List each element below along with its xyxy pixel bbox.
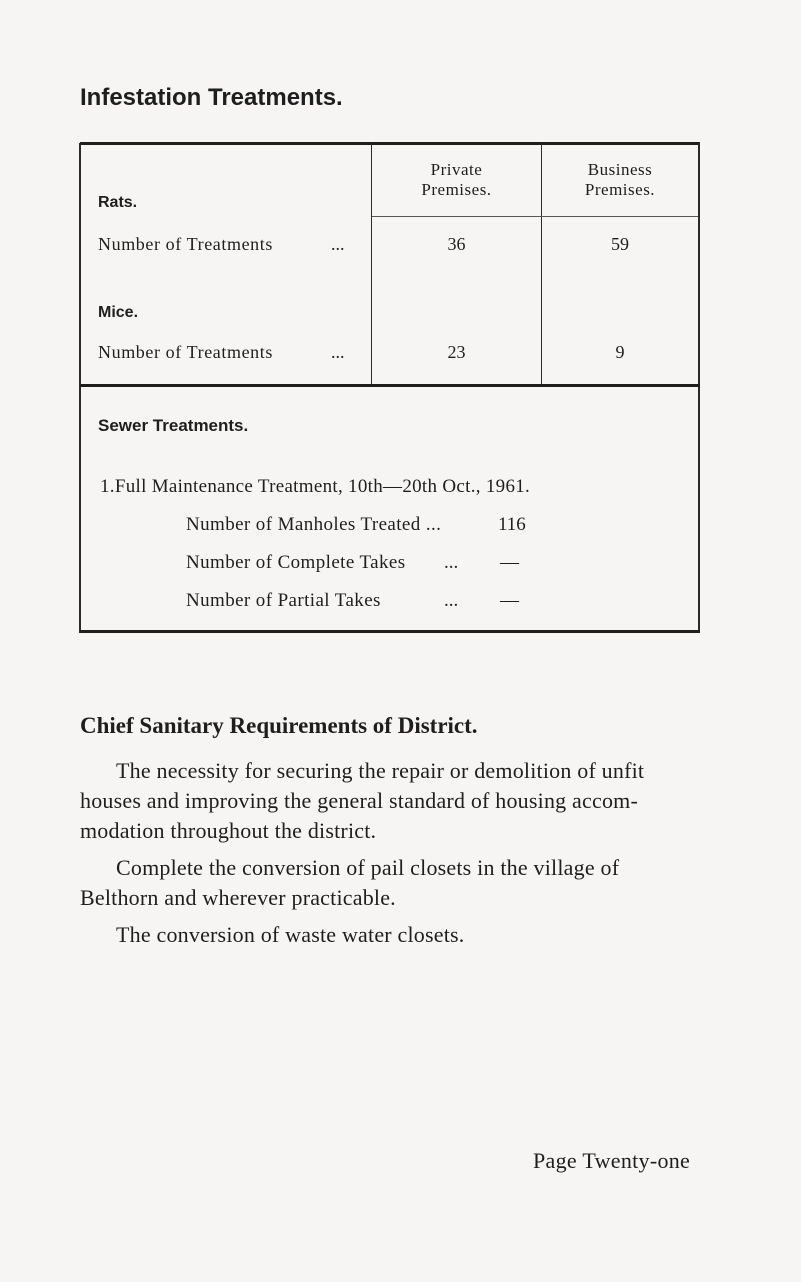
table-right-rule xyxy=(698,143,700,387)
rats-row-leader: ... xyxy=(331,234,345,254)
table-header-rule xyxy=(372,216,698,217)
table-bottom-rule xyxy=(80,384,700,387)
requirements-para-1-line-3: modation throughout the district. xyxy=(80,818,377,843)
requirements-para-1-line-2: houses and improving the general standard of housing accom- xyxy=(80,788,638,813)
rats-row-label: Number of Treatments xyxy=(98,234,273,254)
mice-row-leader: ... xyxy=(331,342,345,362)
sewer-complete-label: Number of Complete Takes xyxy=(186,552,406,573)
requirements-para-1-line-1: The necessity for securing the repair or demolition of unfit xyxy=(116,758,645,783)
page-title: Infestation Treatments. xyxy=(80,84,343,111)
rats-private-value: 36 xyxy=(447,234,466,254)
sewer-box-right-rule xyxy=(698,387,700,633)
requirements-title: Chief Sanitary Requirements of District. xyxy=(80,713,478,738)
table-top-rule xyxy=(80,142,700,145)
sewer-partial-leader: ... xyxy=(444,590,459,611)
sewer-manholes-label: Number of Manholes Treated ... xyxy=(186,514,442,535)
sewer-complete-leader: ... xyxy=(444,552,459,573)
sewer-line-1: 1.Full Maintenance Treatment, 10th—20th Oct., 1961. xyxy=(100,476,531,497)
col-header-private: Private Premises. xyxy=(421,160,492,199)
rats-business-value: 59 xyxy=(611,234,629,254)
mice-row-label: Number of Treatments xyxy=(98,342,273,362)
mice-label: Mice. xyxy=(98,304,139,321)
requirements-para-2-line-2: Belthorn and wherever practicable. xyxy=(80,885,396,910)
table-left-rule xyxy=(79,143,81,387)
sewer-complete-value: — xyxy=(500,552,519,573)
requirements-para-1 xyxy=(80,756,720,846)
sewer-title: Sewer Treatments. xyxy=(98,416,249,435)
sewer-manholes-value: 116 xyxy=(498,514,526,535)
sewer-partial-label: Number of Partial Takes xyxy=(186,590,381,611)
sewer-box-bottom-rule xyxy=(80,630,700,633)
rats-label: Rats. xyxy=(98,194,138,211)
requirements-para-2-line-1: Complete the conversion of pail closets in the village of xyxy=(116,855,620,880)
mice-business-value: 9 xyxy=(615,342,625,362)
page-number: Page Twenty-one xyxy=(533,1148,691,1173)
mice-private-value: 23 xyxy=(447,342,466,362)
sewer-partial-value: — xyxy=(500,590,519,611)
requirements-para-3: The conversion of waste water closets. xyxy=(116,922,465,947)
requirements-para-2 xyxy=(80,853,720,913)
sewer-box-left-rule xyxy=(79,387,81,633)
col-header-business: Business Premises. xyxy=(584,160,656,199)
